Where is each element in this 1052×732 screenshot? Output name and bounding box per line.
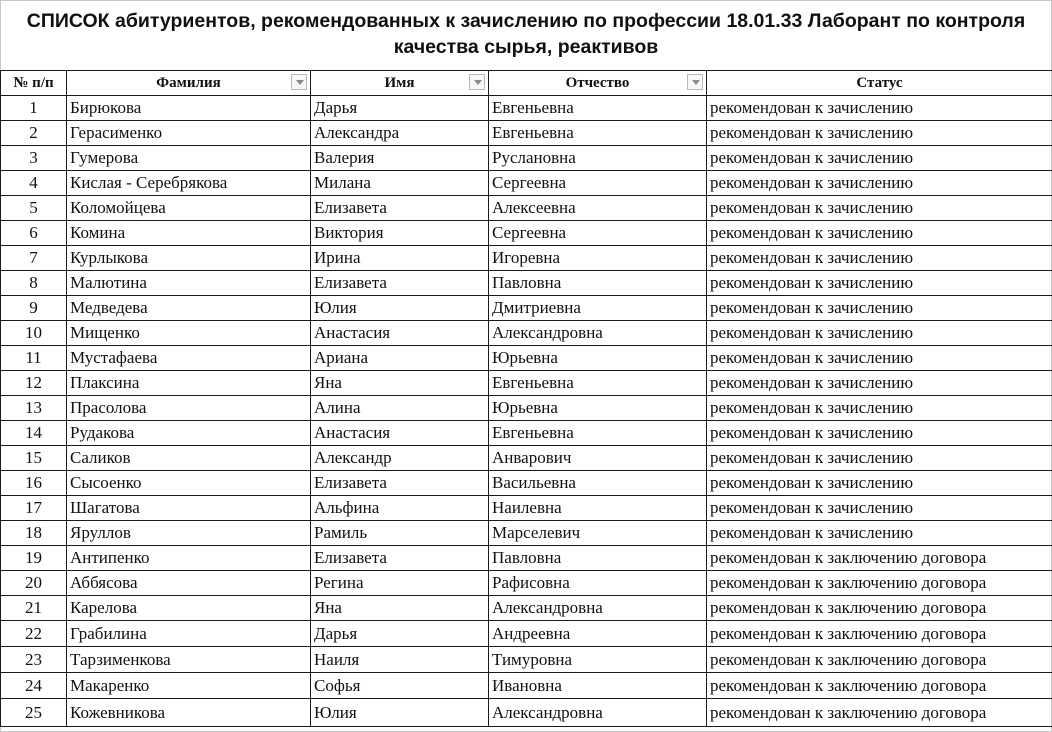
patronymic-cell: Павловна (489, 271, 707, 296)
filter-dropdown-icon[interactable] (469, 74, 485, 90)
status-cell: рекомендован к заключению договора (707, 621, 1052, 647)
first-name-cell: Милана (311, 171, 489, 196)
row-number: 5 (1, 196, 67, 221)
last-name-cell: Малютина (67, 271, 311, 296)
table-row (1, 221, 1052, 246)
table-row (1, 421, 1052, 446)
row-number: 24 (1, 673, 67, 699)
row-number: 9 (1, 296, 67, 321)
row-number: 15 (1, 446, 67, 471)
status-cell: рекомендован к заключению договора (707, 546, 1052, 571)
title-line-1: СПИСОК абитуриентов, рекомендованных к зачислению по профессии 18.01.33 Лаборант по контроля (26, 10, 1026, 32)
status-cell: рекомендован к зачислению (707, 121, 1052, 146)
last-name-cell: Рудакова (67, 421, 311, 446)
table-row (1, 546, 1052, 571)
first-name-cell: Дарья (311, 96, 489, 121)
table-row (1, 496, 1052, 521)
status-cell: рекомендован к зачислению (707, 96, 1052, 121)
last-name-cell: Макаренко (67, 673, 311, 699)
patronymic-cell: Андреевна (489, 621, 707, 647)
status-cell: рекомендован к зачислению (707, 146, 1052, 171)
title-line-2: качества сырья, реактивов (393, 36, 659, 58)
patronymic-cell: Павловна (489, 546, 707, 571)
row-number: 22 (1, 621, 67, 647)
patronymic-cell: Ивановна (489, 673, 707, 699)
status-cell: рекомендован к зачислению (707, 421, 1052, 446)
table-row (1, 596, 1052, 621)
table-row (1, 246, 1052, 271)
status-cell: рекомендован к зачислению (707, 371, 1052, 396)
status-cell: рекомендован к зачислению (707, 321, 1052, 346)
first-name-cell: Рамиль (311, 521, 489, 546)
row-number: 2 (1, 121, 67, 146)
patronymic-cell: Юрьевна (489, 346, 707, 371)
table-row (1, 121, 1052, 146)
first-name-cell: Наиля (311, 647, 489, 673)
first-name-cell: Софья (311, 673, 489, 699)
first-name-cell: Дарья (311, 621, 489, 647)
row-number: 4 (1, 171, 67, 196)
header-first-name: Имя (311, 71, 489, 96)
row-number: 23 (1, 647, 67, 673)
header-last-name: Фамилия (67, 71, 311, 96)
patronymic-cell: Юрьевна (489, 396, 707, 421)
row-number: 3 (1, 146, 67, 171)
patronymic-cell: Сергеевна (489, 221, 707, 246)
header-status: Статус (707, 71, 1052, 96)
header-row (1, 71, 1052, 96)
first-name-cell: Ариана (311, 346, 489, 371)
first-name-cell: Елизавета (311, 546, 489, 571)
row-number: 11 (1, 346, 67, 371)
table-row (1, 96, 1052, 121)
table-row (1, 446, 1052, 471)
last-name-cell: Коломойцева (67, 196, 311, 221)
table-row (1, 296, 1052, 321)
row-number: 20 (1, 571, 67, 596)
table-row (1, 321, 1052, 346)
patronymic-cell: Александровна (489, 321, 707, 346)
last-name-cell: Плаксина (67, 371, 311, 396)
status-cell: рекомендован к заключению договора (707, 571, 1052, 596)
last-name-cell: Шагатова (67, 496, 311, 521)
first-name-cell: Елизавета (311, 271, 489, 296)
row-number: 1 (1, 96, 67, 121)
header-patronymic: Отчество (489, 71, 707, 96)
first-name-cell: Виктория (311, 221, 489, 246)
row-number: 13 (1, 396, 67, 421)
last-name-cell: Яруллов (67, 521, 311, 546)
row-number: 16 (1, 471, 67, 496)
status-cell: рекомендован к зачислению (707, 396, 1052, 421)
table-row (1, 571, 1052, 596)
last-name-cell: Сысоенко (67, 471, 311, 496)
patronymic-cell: Евгеньевна (489, 96, 707, 121)
status-cell: рекомендован к зачислению (707, 196, 1052, 221)
patronymic-cell: Марселевич (489, 521, 707, 546)
first-name-cell: Ирина (311, 246, 489, 271)
row-number: 12 (1, 371, 67, 396)
first-name-cell: Алина (311, 396, 489, 421)
status-cell: рекомендован к заключению договора (707, 699, 1052, 727)
row-number: 19 (1, 546, 67, 571)
last-name-cell: Герасименко (67, 121, 311, 146)
last-name-cell: Прасолова (67, 396, 311, 421)
status-cell: рекомендован к зачислению (707, 496, 1052, 521)
status-cell: рекомендован к заключению договора (707, 673, 1052, 699)
patronymic-cell: Алексеевна (489, 196, 707, 221)
last-name-cell: Бирюкова (67, 96, 311, 121)
patronymic-cell: Руслановна (489, 146, 707, 171)
patronymic-cell: Тимуровна (489, 647, 707, 673)
row-number: 7 (1, 246, 67, 271)
last-name-cell: Грабилина (67, 621, 311, 647)
patronymic-cell: Наилевна (489, 496, 707, 521)
status-cell: рекомендован к зачислению (707, 221, 1052, 246)
first-name-cell: Анастасия (311, 321, 489, 346)
filter-dropdown-icon[interactable] (687, 74, 703, 90)
table-row (1, 521, 1052, 546)
row-number: 6 (1, 221, 67, 246)
last-name-cell: Гумерова (67, 146, 311, 171)
row-number: 18 (1, 521, 67, 546)
table-row (1, 146, 1052, 171)
row-number: 10 (1, 321, 67, 346)
applicants-table (0, 70, 1052, 727)
table-row (1, 371, 1052, 396)
table-row (1, 346, 1052, 371)
status-cell: рекомендован к зачислению (707, 346, 1052, 371)
table-row (1, 271, 1052, 296)
row-number: 8 (1, 271, 67, 296)
last-name-cell: Аббясова (67, 571, 311, 596)
last-name-cell: Тарзименкова (67, 647, 311, 673)
status-cell: рекомендован к заключению договора (707, 596, 1052, 621)
status-cell: рекомендован к зачислению (707, 271, 1052, 296)
status-cell: рекомендован к зачислению (707, 521, 1052, 546)
table-row (1, 171, 1052, 196)
first-name-cell: Юлия (311, 699, 489, 727)
first-name-cell: Яна (311, 596, 489, 621)
table-row (1, 699, 1052, 727)
last-name-cell: Мустафаева (67, 346, 311, 371)
row-number: 21 (1, 596, 67, 621)
patronymic-cell: Евгеньевна (489, 421, 707, 446)
last-name-cell: Кожевникова (67, 699, 311, 727)
first-name-cell: Елизавета (311, 471, 489, 496)
first-name-cell: Альфина (311, 496, 489, 521)
patronymic-cell: Сергеевна (489, 171, 707, 196)
filter-dropdown-icon[interactable] (291, 74, 307, 90)
status-cell: рекомендован к зачислению (707, 246, 1052, 271)
last-name-cell: Карелова (67, 596, 311, 621)
row-number: 25 (1, 699, 67, 727)
first-name-cell: Елизавета (311, 196, 489, 221)
table-row (1, 196, 1052, 221)
header-num: № п/п (1, 71, 67, 96)
patronymic-cell: Александровна (489, 699, 707, 727)
first-name-cell: Александра (311, 121, 489, 146)
patronymic-cell: Евгеньевна (489, 121, 707, 146)
first-name-cell: Валерия (311, 146, 489, 171)
first-name-cell: Анастасия (311, 421, 489, 446)
table-row (1, 396, 1052, 421)
table-row (1, 621, 1052, 647)
last-name-cell: Антипенко (67, 546, 311, 571)
status-cell: рекомендован к заключению договора (707, 647, 1052, 673)
patronymic-cell: Александровна (489, 596, 707, 621)
patronymic-cell: Васильевна (489, 471, 707, 496)
first-name-cell: Яна (311, 371, 489, 396)
patronymic-cell: Анварович (489, 446, 707, 471)
patronymic-cell: Рафисовна (489, 571, 707, 596)
last-name-cell: Курлыкова (67, 246, 311, 271)
table-row (1, 471, 1052, 496)
status-cell: рекомендован к зачислению (707, 446, 1052, 471)
table-row (1, 673, 1052, 699)
patronymic-cell: Дмитриевна (489, 296, 707, 321)
row-number: 14 (1, 421, 67, 446)
status-cell: рекомендован к зачислению (707, 471, 1052, 496)
first-name-cell: Юлия (311, 296, 489, 321)
last-name-cell: Мищенко (67, 321, 311, 346)
patronymic-cell: Евгеньевна (489, 371, 707, 396)
table-row (1, 647, 1052, 673)
last-name-cell: Комина (67, 221, 311, 246)
row-number: 17 (1, 496, 67, 521)
last-name-cell: Саликов (67, 446, 311, 471)
status-cell: рекомендован к зачислению (707, 296, 1052, 321)
status-cell: рекомендован к зачислению (707, 171, 1052, 196)
document-title (0, 8, 1052, 60)
patronymic-cell: Игоревна (489, 246, 707, 271)
first-name-cell: Регина (311, 571, 489, 596)
last-name-cell: Медведева (67, 296, 311, 321)
first-name-cell: Александр (311, 446, 489, 471)
last-name-cell: Кислая - Серебрякова (67, 171, 311, 196)
